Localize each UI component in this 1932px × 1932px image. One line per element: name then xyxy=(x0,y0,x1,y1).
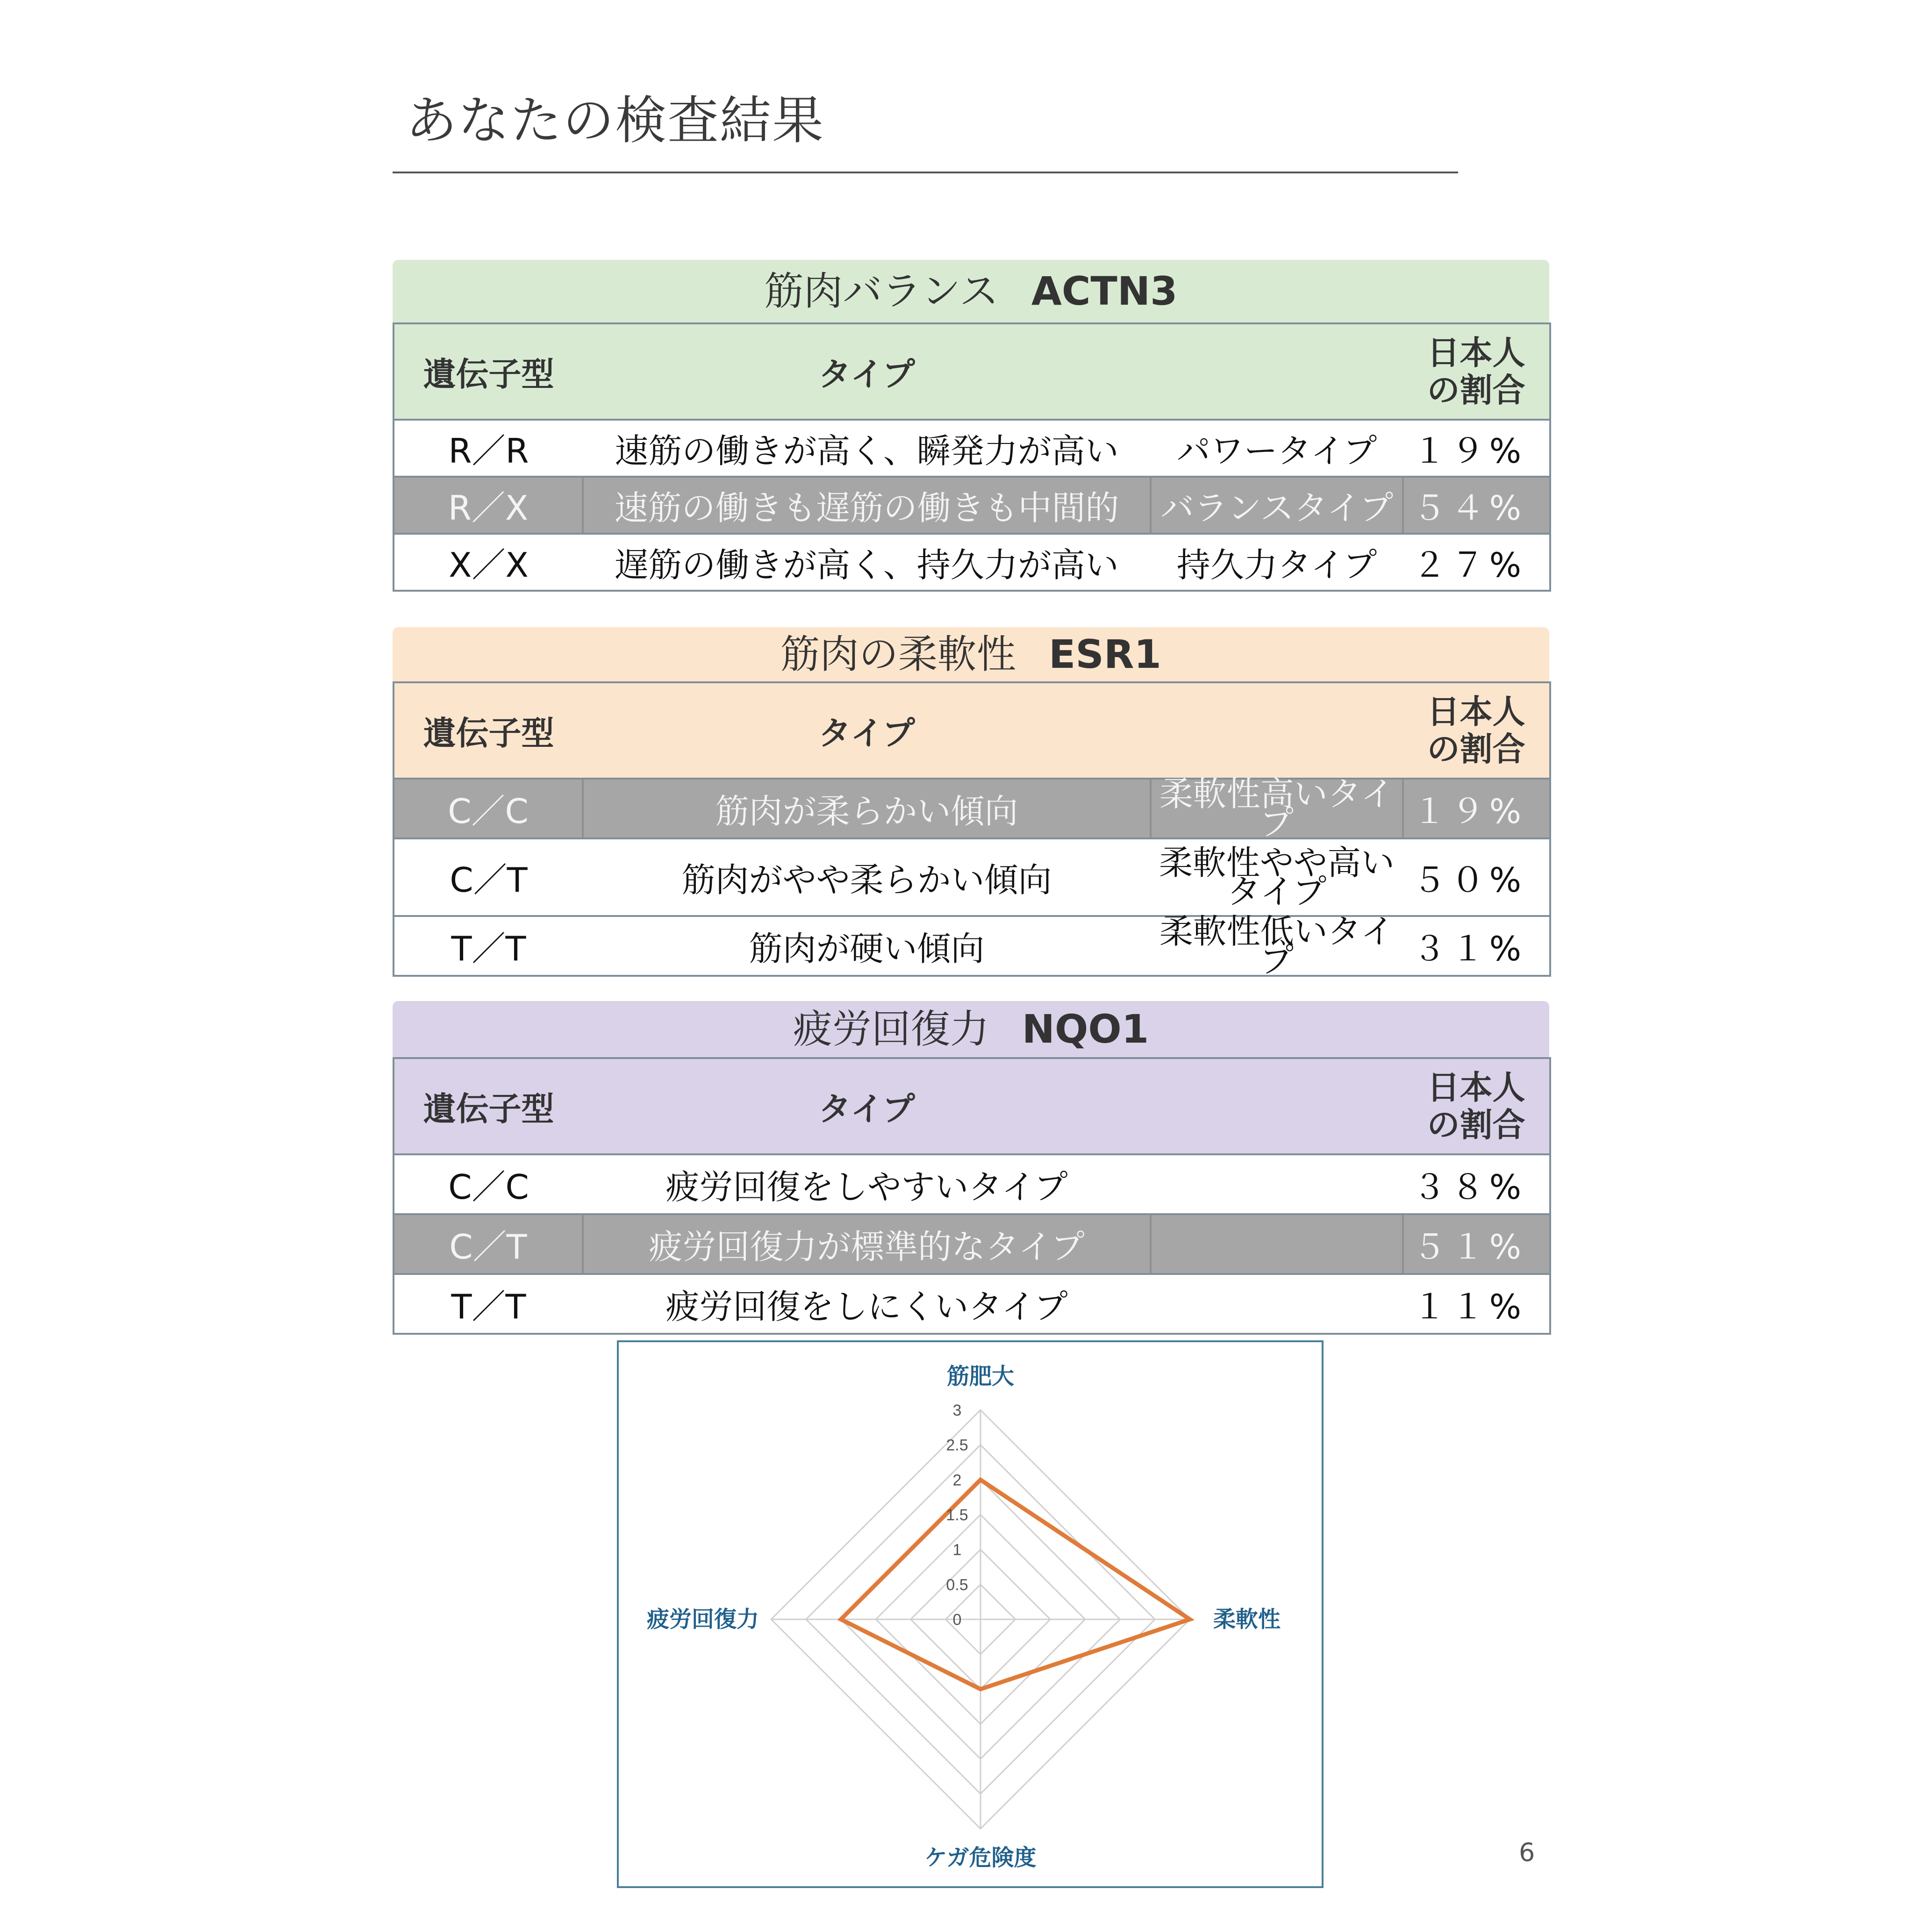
table-row xyxy=(394,534,1550,591)
table-row-selected xyxy=(394,1214,1550,1274)
section-name: 筋肉バランス xyxy=(764,268,999,314)
tick-label: 2.5 xyxy=(946,1436,968,1454)
genotype-cell: C／C xyxy=(394,1154,583,1214)
table-row-selected xyxy=(394,477,1550,534)
section-header xyxy=(393,1001,1549,1057)
description-cell: 筋肉がやや柔らかい傾向 xyxy=(583,838,1151,916)
type-cell: 柔軟性低いタイプ xyxy=(1151,916,1403,976)
ratio-cell: ５０% xyxy=(1403,838,1550,916)
page-number: 6 xyxy=(1519,1838,1535,1867)
genotype-cell: X／X xyxy=(394,534,583,591)
axis-label: 柔軟性 xyxy=(1213,1606,1281,1632)
tick-label: 1 xyxy=(952,1541,962,1559)
table-header-row xyxy=(394,323,1550,420)
ratio-header: 日本人 の割合 xyxy=(1403,1058,1550,1154)
axis-label: 筋肥大 xyxy=(946,1363,1015,1389)
ratio-cell: ３８% xyxy=(1403,1154,1550,1214)
tick-label: 3 xyxy=(952,1402,962,1419)
description-cell: 速筋の働きも遅筋の働きも中間的 xyxy=(583,477,1151,534)
table-row xyxy=(394,420,1550,477)
table-header-row xyxy=(394,682,1550,779)
description-cell: 筋肉が柔らかい傾向 xyxy=(583,779,1151,838)
gene-name: ACTN3 xyxy=(1031,268,1178,314)
empty-header xyxy=(1151,682,1403,779)
genotype-table xyxy=(393,1057,1551,1335)
description-cell: 疲労回復をしやすいタイプ xyxy=(583,1154,1403,1214)
section-header xyxy=(393,627,1549,681)
genotype-cell: C／T xyxy=(394,838,583,916)
table-row xyxy=(394,1274,1550,1334)
section-name: 筋肉の柔軟性 xyxy=(780,631,1016,677)
description-cell: 疲労回復力が標準的なタイプ xyxy=(583,1214,1151,1274)
ratio-cell: ３１% xyxy=(1403,916,1550,976)
ratio-cell: １９% xyxy=(1403,420,1550,477)
description-cell: 速筋の働きが高く、瞬発力が高い xyxy=(583,420,1151,477)
tick-label: 0 xyxy=(952,1611,962,1629)
ratio-cell: １１% xyxy=(1403,1274,1550,1334)
ratio-cell: １９% xyxy=(1403,779,1550,838)
description-cell: 疲労回復をしにくいタイプ xyxy=(583,1274,1403,1334)
description-cell: 筋肉が硬い傾向 xyxy=(583,916,1151,976)
empty-header xyxy=(1151,323,1403,420)
page-title: あなたの検査結果 xyxy=(406,91,824,150)
ratio-cell: ２７% xyxy=(1403,534,1550,591)
ratio-cell: ５１% xyxy=(1403,1214,1550,1274)
type-cell: 柔軟性やや高い タイプ xyxy=(1151,838,1403,916)
empty-header xyxy=(1151,1058,1403,1154)
title-divider xyxy=(393,172,1458,173)
type-cell: パワータイプ xyxy=(1151,420,1403,477)
table-header-row xyxy=(394,1058,1550,1154)
tick-label: 0.5 xyxy=(946,1576,968,1594)
tick-label: 1.5 xyxy=(946,1506,968,1524)
description-cell: 遅筋の働きが高く、持久力が高い xyxy=(583,534,1151,591)
section-header xyxy=(393,260,1549,322)
genotype-cell: R／X xyxy=(394,477,583,534)
genotype-cell: C／C xyxy=(394,779,583,838)
genotype-cell: T／T xyxy=(394,916,583,976)
genotype-table xyxy=(393,322,1551,592)
genotype-cell: T／T xyxy=(394,1274,583,1334)
tick-label: 2 xyxy=(952,1471,962,1489)
section-name: 疲労回復力 xyxy=(793,1006,989,1052)
table-row-selected xyxy=(394,779,1550,838)
gene-name: NQO1 xyxy=(1022,1006,1149,1052)
type-header: タイプ xyxy=(583,682,1151,779)
table-row xyxy=(394,1154,1550,1214)
type-cell: 持久力タイプ xyxy=(1151,534,1403,591)
genotype-cell: R／R xyxy=(394,420,583,477)
type-cell: 柔軟性高いタイプ xyxy=(1151,779,1403,838)
table-row xyxy=(394,838,1550,916)
section-muscle-balance xyxy=(393,260,1549,592)
section-fatigue-recovery xyxy=(393,1001,1549,1335)
ratio-header: 日本人 の割合 xyxy=(1403,682,1550,779)
section-muscle-flexibility xyxy=(393,627,1549,980)
table-row xyxy=(394,916,1550,976)
type-header: タイプ xyxy=(583,323,1151,420)
genotype-cell: C／T xyxy=(394,1214,583,1274)
ratio-header: 日本人 の割合 xyxy=(1403,323,1550,420)
genotype-header: 遺伝子型 xyxy=(394,323,583,420)
ratio-cell: ５４% xyxy=(1403,477,1550,534)
axis-label: 疲労回復力 xyxy=(646,1606,759,1632)
type-cell xyxy=(1151,1214,1403,1274)
genotype-header: 遺伝子型 xyxy=(394,1058,583,1154)
genotype-header: 遺伝子型 xyxy=(394,682,583,779)
gene-name: ESR1 xyxy=(1049,631,1162,677)
type-cell: バランスタイプ xyxy=(1151,477,1403,534)
genotype-table xyxy=(393,681,1551,980)
axis-label: ケガ危険度 xyxy=(924,1845,1037,1871)
radar-chart xyxy=(619,1342,1322,1886)
type-header: タイプ xyxy=(583,1058,1151,1154)
radar-chart-frame xyxy=(617,1340,1324,1888)
